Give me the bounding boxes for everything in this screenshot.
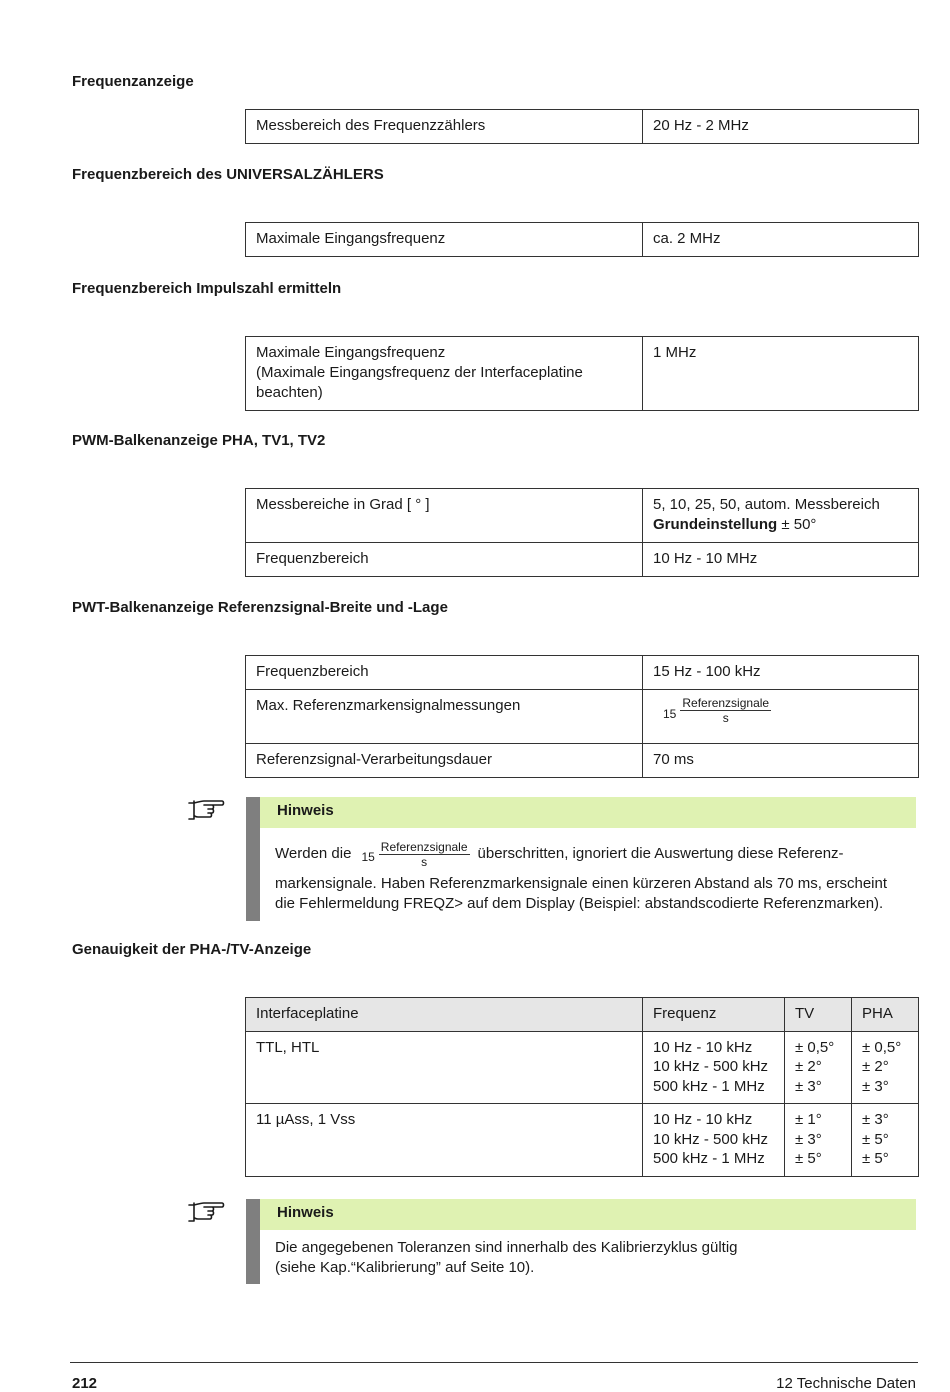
table-row — [246, 110, 919, 144]
table-cell-value — [643, 690, 919, 744]
table-row — [246, 744, 919, 778]
frequency-line: 10 Hz - 10 kHz — [653, 1038, 753, 1056]
value-line: 5, 10, 25, 50, autom. Messbereich — [653, 496, 880, 513]
fraction-factor: 15 — [663, 706, 677, 721]
pointing-hand-icon — [186, 1199, 226, 1227]
frequency-line: 500 kHz - 1 MHz — [653, 1150, 765, 1167]
footer-divider — [70, 1362, 918, 1363]
label-line: Maximale Eingangsfrequenz — [256, 344, 446, 361]
section-heading-universal-counter: Frequenzbereich des UNIVERSALZÄHLERS — [72, 166, 384, 183]
frequency-cell — [643, 1104, 785, 1177]
pwt-table — [245, 655, 919, 778]
page-number: 212 — [72, 1375, 98, 1392]
column-header: TV — [785, 998, 852, 1032]
universal-counter-table — [245, 222, 919, 257]
fraction-numerator: Referenzsignale — [682, 696, 770, 710]
section-heading-frequency-display: Frequenzanzeige — [72, 73, 194, 90]
tv-cell — [785, 1104, 852, 1177]
table-row — [246, 1104, 919, 1177]
table-cell-value — [643, 489, 919, 543]
fraction-denominator: s — [421, 854, 428, 869]
frequency-line: 10 Hz - 10 kHz — [653, 1111, 753, 1128]
note-text: (siehe Kap.“Kalibrierung” auf Seite 10). — [275, 1259, 535, 1276]
tv-line: ± 2° — [795, 1058, 822, 1075]
tv-line: ± 0,5° — [795, 1038, 835, 1056]
table-header-row — [246, 998, 919, 1032]
default-setting-label: Grundeinstellung — [653, 516, 778, 533]
frequency-display-table — [245, 109, 919, 144]
note-text: die Fehlermeldung FREQZ> auf dem Display (Beispiel: abstandscodierte Referenzmarken). — [275, 895, 884, 912]
note-text: Die angegebenen Toleranzen sind innerhalb des Kalibrierzyklus gültig — [275, 1239, 738, 1256]
pha-line: ± 5° — [862, 1150, 889, 1167]
note-title: Hinweis — [260, 1199, 916, 1230]
table-row — [246, 489, 919, 543]
table-cell-label: Maximale Eingangsfrequenz — [246, 223, 643, 257]
frequency-cell — [643, 1031, 785, 1104]
table-cell-value: 15 Hz - 100 kHz — [643, 656, 919, 690]
section-heading-pulse-count: Frequenzbereich Impulszahl ermitteln — [72, 280, 342, 297]
default-setting-value: ± 50° — [777, 516, 817, 533]
interface-cell: TTL, HTL — [246, 1031, 643, 1104]
fraction-factor: 15 — [361, 850, 375, 864]
table-cell-label — [246, 337, 643, 411]
column-header: Frequenz — [643, 998, 785, 1032]
table-cell-label: Referenzsignal-Verarbeitungsdauer — [246, 744, 643, 778]
fraction — [663, 696, 771, 725]
tv-line: ± 1° — [795, 1111, 822, 1128]
pulse-count-table — [245, 336, 919, 411]
table-row — [246, 337, 919, 411]
label-line: beachten) — [256, 384, 323, 401]
label-line: (Maximale Eingangsfrequenz der Interfaceplatine — [256, 364, 583, 381]
table-cell-value: 1 MHz — [643, 337, 919, 411]
table-cell-value: 70 ms — [643, 744, 919, 778]
chapter-title: 12 Technische Daten — [776, 1375, 916, 1392]
note-text: überschritten, ignoriert die Auswertung diese Referenz- — [477, 845, 844, 862]
accuracy-table — [245, 997, 919, 1177]
tv-line: ± 3° — [795, 1130, 822, 1148]
fraction-numerator: Referenzsignale — [380, 839, 468, 854]
note-sidebar — [246, 797, 260, 921]
table-cell-value: 20 Hz - 2 MHz — [643, 110, 919, 144]
table-cell-label: Messbereich des Frequenzzählers — [246, 110, 643, 144]
pha-line: ± 3° — [862, 1111, 889, 1128]
pha-cell — [852, 1031, 919, 1104]
pha-cell — [852, 1104, 919, 1177]
pha-line: ± 3° — [862, 1077, 889, 1095]
section-heading-accuracy: Genauigkeit der PHA-/TV-Anzeige — [72, 941, 312, 958]
pha-line: ± 5° — [862, 1130, 889, 1148]
table-cell-label: Frequenzbereich — [246, 543, 643, 577]
table-cell-value: ca. 2 MHz — [643, 223, 919, 257]
table-cell-label: Frequenzbereich — [246, 656, 643, 690]
table-row — [246, 1031, 919, 1104]
table-cell-label: Messbereiche in Grad [ ° ] — [246, 489, 643, 543]
table-row — [246, 223, 919, 257]
fraction-denominator: s — [722, 711, 729, 725]
table-row — [246, 656, 919, 690]
interface-cell: 11 µAss, 1 Vss — [246, 1104, 643, 1177]
pha-line: ± 0,5° — [862, 1038, 902, 1056]
section-heading-pwt: PWT-Balkenanzeige Referenzsignal-Breite und -Lage — [72, 599, 448, 616]
tv-line: ± 3° — [795, 1077, 822, 1095]
value-line — [653, 515, 908, 535]
section-heading-pwm: PWM-Balkenanzeige PHA, TV1, TV2 — [72, 432, 326, 449]
pha-line: ± 2° — [862, 1058, 889, 1075]
column-header: Interfaceplatine — [246, 998, 643, 1032]
note-title: Hinweis — [260, 797, 916, 828]
note-sidebar — [246, 1199, 260, 1284]
table-cell-label: Max. Referenzmarkensignalmessungen — [246, 690, 643, 744]
fraction — [361, 840, 469, 869]
table-row — [246, 690, 919, 744]
tv-cell — [785, 1031, 852, 1104]
note-body — [275, 834, 920, 914]
note-body — [275, 1238, 920, 1278]
pointing-hand-icon — [186, 797, 226, 825]
frequency-line: 10 kHz - 500 kHz — [653, 1058, 769, 1075]
frequency-line: 500 kHz - 1 MHz — [653, 1077, 765, 1095]
note-text: markensignale. Haben Referenzmarkensignale einen kürzeren Abstand als 70 ms, erscheint — [275, 875, 888, 892]
table-cell-value: 10 Hz - 10 MHz — [643, 543, 919, 577]
table-row — [246, 543, 919, 577]
note-text: Werden die — [275, 845, 352, 862]
tv-line: ± 5° — [795, 1150, 822, 1167]
column-header: PHA — [852, 998, 919, 1032]
pwm-table — [245, 488, 919, 577]
frequency-line: 10 kHz - 500 kHz — [653, 1130, 769, 1148]
